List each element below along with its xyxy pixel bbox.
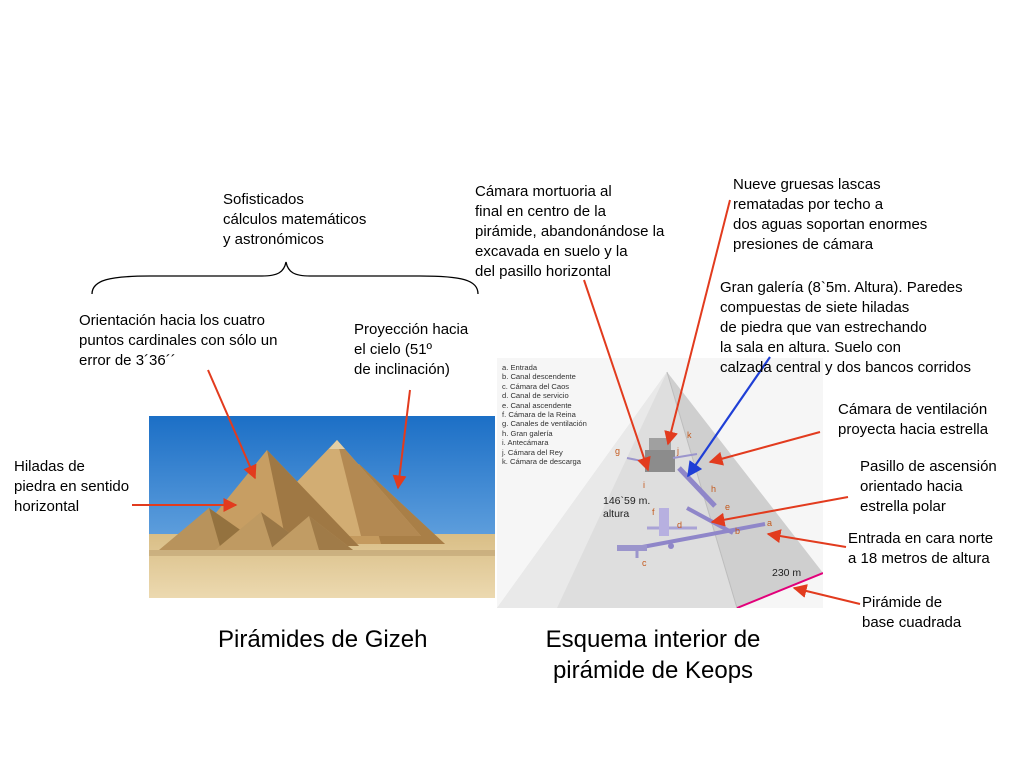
- label-line: piedra en sentido: [14, 478, 130, 495]
- curly-brace: [92, 262, 478, 294]
- label-proyeccion: [354, 320, 468, 380]
- label-gran-galeria: [720, 278, 971, 378]
- label-line: Proyección hacia: [354, 321, 469, 338]
- label-line: de inclinación): [354, 361, 450, 378]
- label-line: a 18 metros de altura: [848, 550, 990, 567]
- label-line: Entrada en cara norte: [848, 530, 994, 547]
- legend-item-camara-reina: f. Cámara de la Reina: [502, 410, 576, 420]
- label-line: calzada central y dos bancos corridos: [720, 359, 971, 376]
- legend-item-camara-caos: c. Cámara del Caos: [502, 381, 570, 391]
- schema-letter-b: b: [735, 526, 741, 536]
- schema-letter-a: a: [767, 518, 773, 528]
- label-line: base cuadrada: [862, 614, 962, 631]
- title-keops: [534, 624, 772, 686]
- base-label-line: 230 m: [772, 567, 802, 579]
- label-camara-mortuoria: [475, 182, 664, 282]
- label-piramide-base: [862, 593, 961, 633]
- legend-item-antecamara: i. Antecámara: [502, 438, 549, 448]
- label-line: horizontal: [14, 498, 80, 515]
- legend-item-canales-ventilacion: g. Canales de ventilación: [502, 419, 587, 429]
- label-line: presiones de cámara: [733, 236, 874, 253]
- label-line: excavada en suelo y la: [475, 243, 628, 260]
- legend-item-canal-descendente: b. Canal descendente: [502, 372, 576, 382]
- label-line: de piedra que van estrechando: [720, 319, 927, 336]
- schema-letter-c: c: [642, 558, 647, 568]
- label-camara-ventilacion: [838, 400, 988, 440]
- label-line: el cielo (51º: [354, 341, 433, 358]
- label-line: y astronómicos: [223, 231, 324, 248]
- label-line: Cámara mortuoria al: [475, 183, 612, 200]
- arrow-orientacion: [208, 370, 255, 478]
- legend-item-canal-servicio: d. Canal de servicio: [502, 391, 569, 401]
- schema-letter-k: k: [687, 430, 692, 440]
- label-nueve-lascas: [733, 175, 927, 255]
- label-line: error de 3´36´´: [79, 352, 176, 369]
- height-label-line: altura: [603, 508, 630, 520]
- label-line: Gran galería (8`5m. Altura). Paredes: [720, 279, 963, 296]
- legend-item-gran-galeria: h. Gran galería: [502, 428, 553, 438]
- label-line: orientado hacia: [860, 478, 963, 495]
- title-line: Esquema interior de: [545, 626, 761, 653]
- label-line: compuestas de siete hiladas: [720, 299, 910, 316]
- schema-letter-e: e: [725, 502, 731, 512]
- label-line: estrella polar: [860, 498, 946, 515]
- schema-letter-g: g: [615, 446, 621, 456]
- label-pasillo-ascension: [860, 457, 997, 517]
- label-line: proyecta hacia estrella: [838, 421, 989, 438]
- height-label-line: 146`59 m.: [603, 495, 651, 507]
- label-line: Hiladas de: [14, 458, 85, 475]
- label-line: Nueve gruesas lascas: [733, 176, 881, 193]
- label-line: dos aguas soportan enormes: [733, 216, 928, 233]
- label-sofisticados: [223, 190, 366, 250]
- label-line: del pasillo horizontal: [475, 263, 611, 280]
- legend-item-canal-ascendente: e. Canal ascendente: [502, 400, 572, 410]
- label-line: Pirámide de: [862, 594, 943, 611]
- arrow-proyeccion: [398, 390, 410, 488]
- label-line: final en centro de la: [475, 203, 606, 220]
- legend-item-camara-descarga: k. Cámara de descarga: [502, 457, 581, 467]
- schema-letter-h: h: [711, 484, 717, 494]
- title-gizeh: [218, 624, 427, 655]
- label-line: Sofisticados: [223, 191, 304, 208]
- arrow-camara-mortuoria: [584, 280, 648, 470]
- arrow-entrada: [768, 534, 846, 547]
- label-line: Cámara de ventilación: [838, 401, 988, 418]
- schema-letter-j: j: [677, 446, 679, 456]
- label-line: Orientación hacia los cuatro: [79, 312, 265, 329]
- label-line: cálculos matemáticos: [223, 211, 367, 228]
- arrow-camara-ventilacion: [710, 432, 820, 462]
- label-line: puntos cardinales con sólo un: [79, 332, 278, 349]
- label-line: pirámide, abandonándose la: [475, 223, 665, 240]
- label-line: Pasillo de ascensión: [860, 458, 997, 475]
- title-line: Pirámides de Gizeh: [218, 626, 428, 653]
- schema-letter-d: d: [677, 520, 683, 530]
- arrow-pasillo-ascension: [712, 497, 848, 522]
- schema-letter-i: i: [643, 480, 645, 490]
- label-hiladas: [14, 457, 129, 517]
- schema-letter-f: f: [652, 507, 655, 517]
- label-orientacion: [79, 311, 277, 371]
- legend-item-entrada: a. Entrada: [502, 363, 538, 372]
- legend-item-camara-rey: j. Cámara del Rey: [502, 447, 563, 457]
- title-line: pirámide de Keops: [552, 657, 754, 684]
- label-line: la sala en altura. Suelo con: [720, 339, 901, 356]
- label-line: rematadas por techo a: [733, 196, 884, 213]
- label-entrada: [848, 529, 993, 569]
- arrow-piramide-base: [794, 588, 860, 604]
